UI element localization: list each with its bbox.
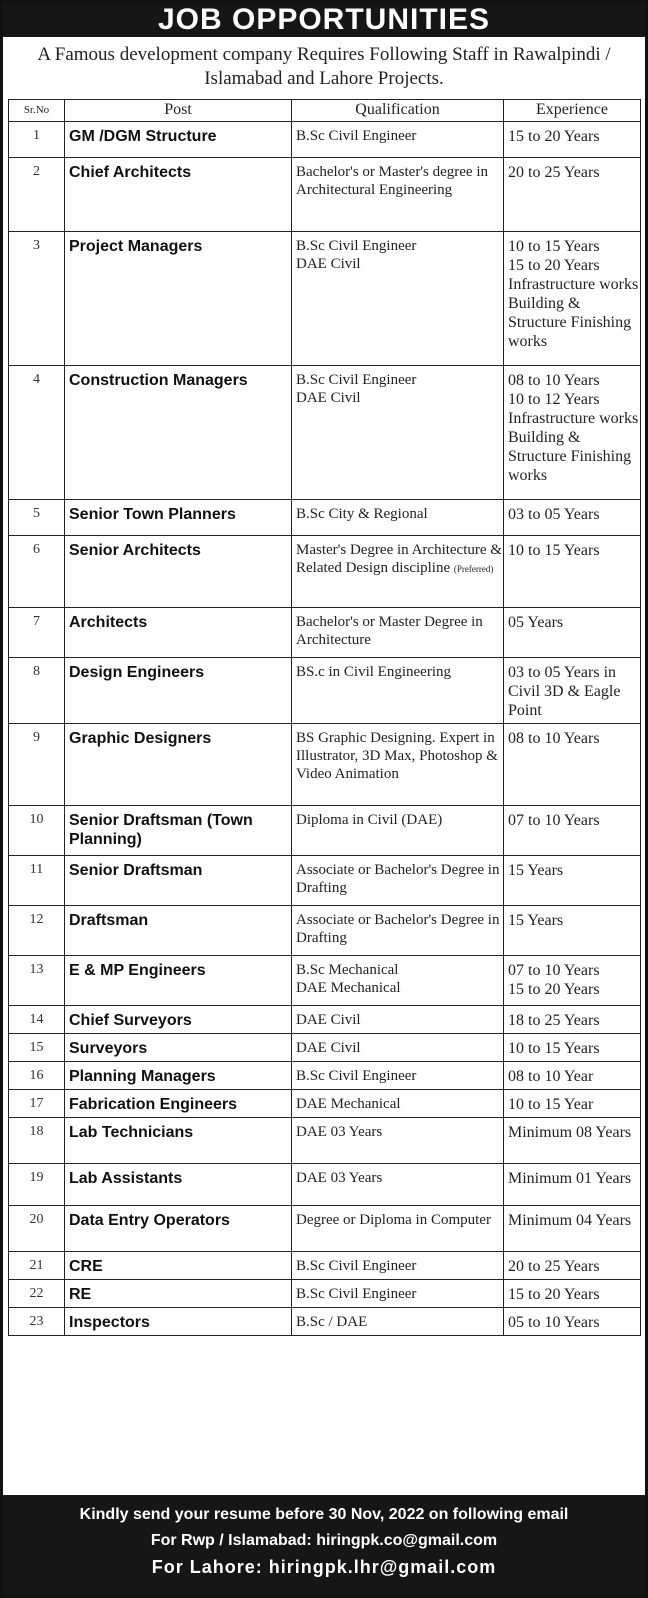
row-srno: 22 [29, 1286, 44, 1301]
row-srno: 6 [33, 542, 40, 557]
header-post: Post [65, 100, 292, 122]
row-srno: 2 [33, 164, 40, 179]
row-srno: 1 [33, 128, 40, 143]
row-post: Chief Architects [69, 164, 192, 181]
row-srno: 13 [29, 962, 44, 977]
row-post: Lab Technicians [69, 1124, 194, 1141]
row-post-cell [65, 856, 292, 906]
row-experience-cell [504, 906, 641, 956]
qualification-note: (Preferred) [453, 564, 494, 574]
row-experience-cell [504, 658, 641, 724]
table-row [9, 906, 641, 956]
row-experience: 08 to 10 Year [508, 1068, 594, 1085]
row-post-cell [65, 366, 292, 500]
row-post: Senior Town Planners [69, 506, 236, 523]
row-srno: 21 [29, 1258, 44, 1273]
row-experience: 10 to 15 Years [508, 1040, 600, 1057]
row-post: Senior Draftsman [69, 862, 203, 879]
row-qualification: Associate or Bachelor's Degree in Drafting [296, 912, 500, 946]
row-srno: 10 [29, 812, 44, 827]
row-qualification-cell [292, 856, 504, 906]
row-srno-cell [9, 1252, 65, 1280]
row-qualification-cell [292, 500, 504, 536]
row-srno: 20 [29, 1212, 44, 1227]
row-srno-cell [9, 366, 65, 500]
table-row [9, 1308, 641, 1336]
row-qualification: DAE Civil [296, 1012, 361, 1028]
row-post-cell [65, 906, 292, 956]
row-experience: 10 to 15 Years 15 to 20 Years Infrastructure works Building & Structure Finishing works [508, 238, 639, 350]
row-experience-cell [504, 1280, 641, 1308]
row-experience-cell [504, 122, 641, 158]
table-row [9, 1280, 641, 1308]
row-qualification-cell [292, 1006, 504, 1034]
table-row [9, 1090, 641, 1118]
row-qualification: Diploma in Civil (DAE) [296, 812, 443, 828]
row-experience-cell [504, 806, 641, 856]
row-post-cell [65, 1164, 292, 1206]
table-row [9, 1006, 641, 1034]
row-post: Construction Managers [69, 372, 248, 389]
row-qualification: B.Sc Civil Engineer [296, 1258, 417, 1274]
row-qualification-cell [292, 158, 504, 232]
row-srno: 12 [29, 912, 44, 927]
row-post-cell [65, 1034, 292, 1062]
row-qualification: B.Sc Civil Engineer DAE Civil [296, 372, 417, 406]
row-post-cell [65, 1252, 292, 1280]
row-qualification-cell [292, 1252, 504, 1280]
row-qualification-cell [292, 806, 504, 856]
footer-deadline: Kindly send your resume before 30 Nov, 2022 on following email [79, 1506, 569, 1523]
row-post: Design Engineers [69, 664, 205, 681]
row-qualification: B.Sc City & Regional [296, 506, 428, 522]
row-post: Planning Managers [69, 1068, 216, 1085]
footer-email-lahore: For Lahore: hiringpk.lhr@gmail.com [151, 1557, 497, 1577]
row-experience-cell [504, 500, 641, 536]
row-post: CRE [69, 1258, 103, 1275]
row-qualification: DAE Mechanical [296, 1096, 401, 1112]
row-srno: 3 [33, 238, 40, 253]
row-experience-cell [504, 724, 641, 806]
row-experience-cell [504, 1118, 641, 1164]
row-post: Inspectors [69, 1314, 150, 1331]
row-post-cell [65, 536, 292, 608]
row-experience: Minimum 04 Years [508, 1212, 632, 1229]
row-post-cell [65, 1308, 292, 1336]
row-experience: 05 to 10 Years [508, 1314, 600, 1331]
table-row [9, 1062, 641, 1090]
row-post: Chief Surveyors [69, 1012, 192, 1029]
row-post: Project Managers [69, 238, 203, 255]
row-srno-cell [9, 500, 65, 536]
row-srno-cell [9, 1164, 65, 1206]
row-qualification: B.Sc Civil Engineer [296, 128, 417, 144]
header-srno: Sr.No [9, 100, 65, 122]
row-qualification: Associate or Bachelor's Degree in Drafting [296, 862, 500, 896]
table-row [9, 1118, 641, 1164]
row-experience: Minimum 01 Years [508, 1170, 632, 1187]
row-qualification: BS.c in Civil Engineering [296, 664, 451, 680]
row-srno-cell [9, 956, 65, 1006]
row-srno-cell [9, 158, 65, 232]
table-row [9, 1164, 641, 1206]
row-srno-cell [9, 724, 65, 806]
row-post-cell [65, 122, 292, 158]
footer-email-rwp: For Rwp / Islamabad: hiringpk.co@gmail.com [150, 1532, 498, 1549]
row-experience: 20 to 25 Years [508, 1258, 600, 1275]
row-post: Senior Draftsman (Town Planning) [69, 812, 253, 848]
row-experience: 15 Years [508, 862, 564, 879]
table-row [9, 956, 641, 1006]
row-srno: 14 [29, 1012, 44, 1027]
row-qualification: DAE 03 Years [296, 1170, 383, 1186]
row-srno-cell [9, 536, 65, 608]
row-qualification-cell [292, 608, 504, 658]
row-experience-cell [504, 1034, 641, 1062]
ad-title: JOB OPPORTUNITIES [3, 3, 645, 37]
row-experience-cell [504, 1164, 641, 1206]
row-post-cell [65, 658, 292, 724]
jobs-table [8, 99, 641, 1336]
row-experience: 15 to 20 Years [508, 1286, 600, 1303]
row-qualification-cell [292, 724, 504, 806]
row-qualification-cell [292, 1034, 504, 1062]
row-post: GM /DGM Structure [69, 128, 217, 145]
row-post: RE [69, 1286, 92, 1303]
jobs-table-body [9, 122, 641, 1336]
row-srno-cell [9, 658, 65, 724]
row-post: Lab Assistants [69, 1170, 183, 1187]
row-qualification-cell [292, 658, 504, 724]
row-experience: 10 to 15 Year [508, 1096, 594, 1113]
table-row [9, 1206, 641, 1252]
row-experience-cell [504, 1252, 641, 1280]
table-row [9, 1034, 641, 1062]
row-qualification-cell [292, 1164, 504, 1206]
row-srno-cell [9, 1062, 65, 1090]
row-experience-cell [504, 1308, 641, 1336]
row-qualification-cell [292, 1308, 504, 1336]
row-post-cell [65, 232, 292, 366]
header-experience: Experience [504, 100, 641, 122]
table-row [9, 608, 641, 658]
row-qualification-cell [292, 1118, 504, 1164]
row-srno-cell [9, 1006, 65, 1034]
row-experience: Minimum 08 Years [508, 1124, 632, 1141]
row-experience: 15 Years [508, 912, 564, 929]
row-srno: 8 [33, 664, 40, 679]
row-qualification: B.Sc Mechanical DAE Mechanical [296, 962, 401, 996]
row-post-cell [65, 1118, 292, 1164]
row-post-cell [65, 158, 292, 232]
row-experience: 03 to 05 Years [508, 506, 600, 523]
row-experience: 07 to 10 Years 15 to 20 Years [508, 962, 600, 998]
row-srno: 15 [29, 1040, 44, 1055]
row-qualification-cell [292, 1090, 504, 1118]
table-row [9, 806, 641, 856]
row-srno-cell [9, 1034, 65, 1062]
row-post-cell [65, 1280, 292, 1308]
row-qualification: DAE Civil [296, 1040, 361, 1056]
row-experience-cell [504, 536, 641, 608]
row-post: Fabrication Engineers [69, 1096, 238, 1113]
row-srno-cell [9, 1280, 65, 1308]
row-qualification: B.Sc Civil Engineer [296, 1068, 417, 1084]
table-row [9, 1252, 641, 1280]
row-post-cell [65, 1062, 292, 1090]
row-srno: 16 [29, 1068, 44, 1083]
row-srno: 23 [29, 1314, 44, 1329]
row-experience: 15 to 20 Years [508, 128, 600, 145]
row-experience: 20 to 25 Years [508, 164, 600, 181]
row-experience: 05 Years [508, 614, 564, 631]
row-experience-cell [504, 1062, 641, 1090]
row-srno: 11 [29, 862, 44, 877]
row-post-cell [65, 1090, 292, 1118]
row-experience: 18 to 25 Years [508, 1012, 600, 1029]
row-post-cell [65, 806, 292, 856]
table-row [9, 366, 641, 500]
row-qualification: DAE 03 Years [296, 1124, 383, 1140]
row-experience: 08 to 10 Years 10 to 12 Years Infrastructure works Building & Structure Finishing works [508, 372, 639, 484]
row-srno-cell [9, 1090, 65, 1118]
row-qualification-cell [292, 1062, 504, 1090]
row-post-cell [65, 724, 292, 806]
table-row [9, 536, 641, 608]
row-experience-cell [504, 232, 641, 366]
row-experience: 10 to 15 Years [508, 542, 600, 559]
row-post: Senior Architects [69, 542, 201, 559]
row-qualification-cell [292, 122, 504, 158]
table-row [9, 500, 641, 536]
row-srno-cell [9, 856, 65, 906]
row-srno-cell [9, 906, 65, 956]
row-qualification-cell [292, 232, 504, 366]
table-row [9, 724, 641, 806]
ad-footer [3, 1495, 645, 1595]
row-qualification: Bachelor's or Master's degree in Architectural Engineering [296, 164, 489, 198]
row-experience-cell [504, 956, 641, 1006]
row-qualification-cell [292, 366, 504, 500]
row-post-cell [65, 1006, 292, 1034]
row-post-cell [65, 500, 292, 536]
row-srno: 19 [29, 1170, 44, 1185]
row-experience: 08 to 10 Years [508, 730, 600, 747]
row-qualification: Master's Degree in Architecture & Related Design discipline [296, 542, 502, 576]
row-srno-cell [9, 232, 65, 366]
row-post-cell [65, 956, 292, 1006]
table-row [9, 232, 641, 366]
row-srno-cell [9, 806, 65, 856]
row-srno-cell [9, 1118, 65, 1164]
row-qualification: B.Sc Civil Engineer DAE Civil [296, 238, 417, 272]
row-qualification: B.Sc Civil Engineer [296, 1286, 417, 1302]
table-header-row [9, 100, 641, 122]
row-post: Draftsman [69, 912, 149, 929]
ad-intro: A Famous development company Requires Following Staff in Rawalpindi / Islamabad and Lahore Projects. [37, 44, 611, 89]
row-qualification-cell [292, 956, 504, 1006]
row-experience: 03 to 05 Years in Civil 3D & Eagle Point [508, 664, 621, 719]
row-qualification-cell [292, 906, 504, 956]
row-srno: 7 [33, 614, 40, 629]
row-experience-cell [504, 856, 641, 906]
row-qualification: B.Sc / DAE [296, 1314, 368, 1330]
row-qualification: Bachelor's or Master Degree in Architecture [296, 614, 483, 648]
row-experience-cell [504, 1206, 641, 1252]
row-srno-cell [9, 1206, 65, 1252]
row-post: Architects [69, 614, 148, 631]
table-row [9, 158, 641, 232]
row-post-cell [65, 608, 292, 658]
row-experience-cell [504, 366, 641, 500]
row-srno: 4 [33, 372, 40, 387]
row-srno-cell [9, 1308, 65, 1336]
row-post: Data Entry Operators [69, 1212, 230, 1229]
row-srno-cell [9, 608, 65, 658]
row-experience-cell [504, 1090, 641, 1118]
row-post: E & MP Engineers [69, 962, 206, 979]
row-experience-cell [504, 158, 641, 232]
row-experience-cell [504, 1006, 641, 1034]
table-row [9, 658, 641, 724]
row-srno: 5 [33, 506, 40, 521]
table-row [9, 856, 641, 906]
header-qualification: Qualification [292, 100, 504, 122]
table-row [9, 122, 641, 158]
row-experience: 07 to 10 Years [508, 812, 600, 829]
row-qualification: Degree or Diploma in Computer [296, 1212, 491, 1228]
row-srno: 17 [29, 1096, 44, 1111]
row-qualification-cell [292, 536, 504, 608]
row-srno: 18 [29, 1124, 44, 1139]
row-post: Surveyors [69, 1040, 148, 1057]
row-post-cell [65, 1206, 292, 1252]
row-srno: 9 [33, 730, 40, 745]
row-qualification: BS Graphic Designing. Expert in Illustrator, 3D Max, Photoshop & Video Animation [296, 730, 498, 782]
row-qualification-cell [292, 1280, 504, 1308]
row-srno-cell [9, 122, 65, 158]
row-post: Graphic Designers [69, 730, 212, 747]
row-experience-cell [504, 608, 641, 658]
row-qualification-cell [292, 1206, 504, 1252]
